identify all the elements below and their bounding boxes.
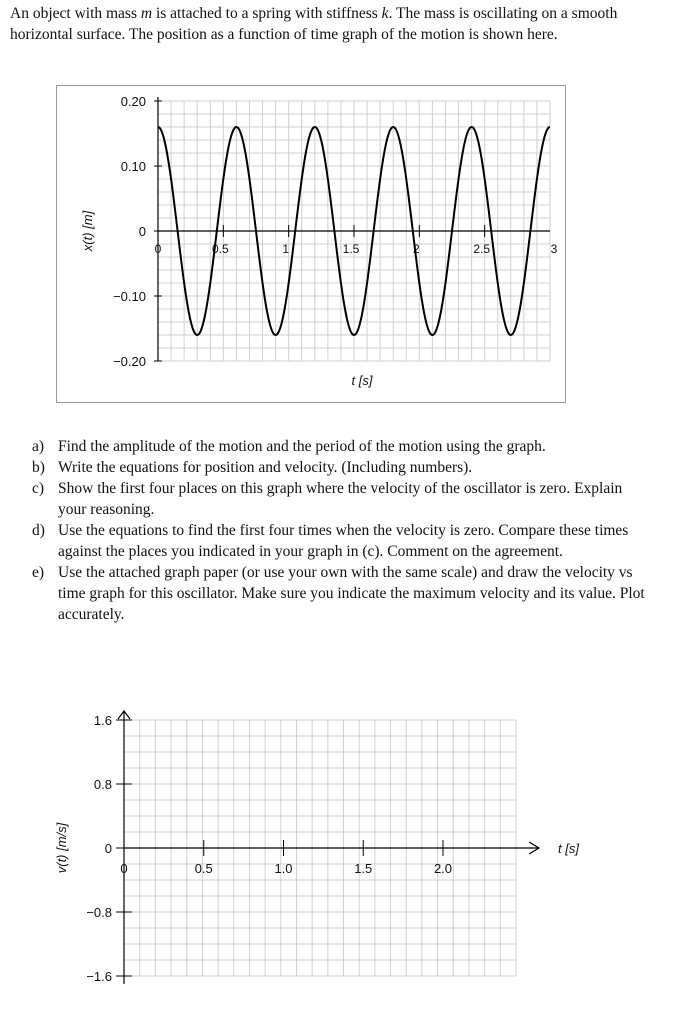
x-tick-label: 2 — [412, 242, 420, 256]
x-tick-label: 2.0 — [433, 861, 453, 876]
x-tick-label: 2.5 — [473, 242, 491, 256]
question-d — [32, 520, 652, 562]
question-label: d) — [32, 522, 45, 539]
x-tick-label: 0.5 — [194, 861, 213, 876]
x-tick-label: 3 — [550, 242, 558, 256]
y-tick-label: −0.10 — [113, 289, 146, 304]
y-tick-label: 0.20 — [120, 94, 146, 109]
x-tick-label: 1.5 — [342, 242, 360, 256]
question-a — [32, 436, 652, 457]
question-e — [32, 562, 652, 625]
intro-text-3: . The mass is oscillating on a smooth horizontal surface. The position as a function of time graph of the motion is shown here. — [10, 5, 618, 43]
y-tick-label: 0 — [138, 224, 146, 239]
question-text: Use the attached graph paper (or use your own with the same scale) and draw the velocity vs time graph for this oscillator. Make sure you indicate the maximum velocity and its value. Plot accurately. — [58, 564, 645, 623]
position-graph — [56, 85, 566, 403]
question-label: e) — [32, 564, 45, 581]
question-list — [32, 436, 652, 625]
mass-symbol: m — [140, 5, 153, 22]
y-tick-label: 1.6 — [93, 713, 112, 728]
question-b — [32, 457, 652, 478]
question-text: Use the equations to find the first four times when the velocity is zero. Compare these times against the places you indicated in your graph in (c). Comment on the agreement. — [58, 522, 629, 560]
x-tick-label: 1.5 — [354, 861, 373, 876]
x-tick-label: 0 — [154, 242, 162, 256]
x-tick-label: 0.5 — [211, 242, 229, 256]
x-tick-label: 0 — [120, 861, 128, 876]
intro-text-2: is attached to a spring with stiffness — [152, 5, 382, 22]
y-tick-label: −0.20 — [113, 354, 146, 369]
question-c — [32, 478, 652, 520]
y-tick-label: 0.8 — [93, 777, 112, 792]
x-tick-label: 1 — [282, 242, 290, 256]
y-tick-label: −0.8 — [86, 905, 112, 920]
question-text: Show the first four places on this graph where the velocity of the oscillator is zero. Explain your reasoning. — [58, 480, 623, 518]
stiffness-symbol: k — [381, 5, 389, 22]
y-tick-label: 0.10 — [120, 159, 146, 174]
question-label: c) — [32, 480, 45, 497]
y-axis-title: x(t) [m] — [80, 210, 95, 252]
x-axis-title: t [s] — [351, 373, 373, 388]
y-tick-label: 0 — [104, 841, 112, 856]
y-tick-label: −1.6 — [86, 969, 112, 984]
question-label: a) — [32, 438, 45, 455]
velocity-graph-paper — [40, 700, 620, 1000]
problem-intro — [10, 4, 660, 45]
x-tick-label: 1.0 — [274, 861, 293, 876]
intro-text-1: An object with mass — [10, 5, 141, 22]
question-label: b) — [32, 459, 45, 476]
x-axis-title: t [s] — [558, 841, 579, 856]
question-text: Write the equations for position and velocity. (Including numbers). — [58, 459, 473, 476]
question-text: Find the amplitude of the motion and the period of the motion using the graph. — [58, 438, 546, 455]
y-axis-title: v(t) [m/s] — [54, 822, 69, 874]
